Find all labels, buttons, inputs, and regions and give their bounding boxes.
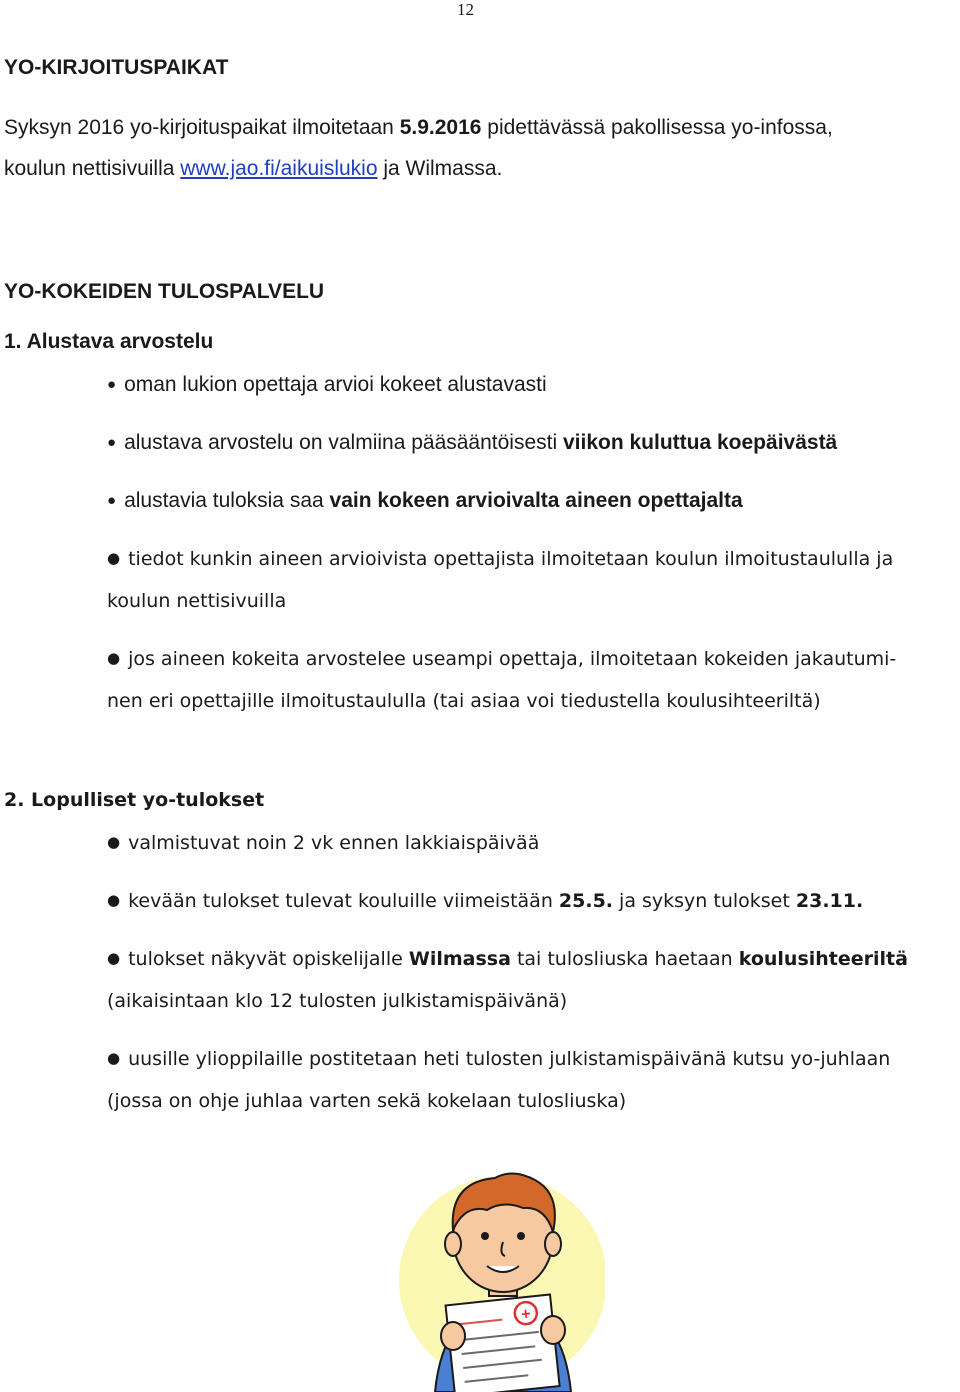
bullet-item <box>107 1048 890 1070</box>
bullet-item <box>107 648 896 670</box>
text: ja syksyn tulokset <box>613 890 796 912</box>
text: koulun nettisivuilla <box>4 157 181 180</box>
bullet-icon: ● <box>107 949 121 967</box>
grade-mark: + <box>520 1305 532 1324</box>
bullet-item <box>107 373 547 397</box>
text: kevään tulokset tulevat kouluille viimeistään <box>128 890 559 912</box>
eye <box>481 1232 489 1240</box>
text: Syksyn 2016 yo-kirjoituspaikat ilmoitetaan <box>4 116 400 139</box>
ear <box>445 1232 461 1256</box>
hand <box>441 1322 465 1350</box>
website-link[interactable]: www.jao.fi/aikuislukio <box>180 157 378 180</box>
section-title-kirjoituspaikat: YO-KIRJOITUSPAIKAT <box>4 56 229 79</box>
eye <box>517 1232 525 1240</box>
bullet-item <box>107 948 908 970</box>
bullet-item-continuation: nen eri opettajille ilmoitustaululla (tai asiaa voi tiedustella koulusihteeriltä) <box>107 690 821 712</box>
text: tiedot kunkin aineen arvioivista opettajista ilmoitetaan koulun ilmoitustaululla ja <box>128 548 894 570</box>
text: jos aineen kokeita arvostelee useampi opettaja, ilmoitetaan kokeiden jakautumi- <box>128 648 897 670</box>
bullet-icon: ● <box>107 549 121 567</box>
ear <box>545 1232 561 1256</box>
text: alustava arvostelu on valmiina pääsääntöisesti <box>124 431 563 454</box>
bullet-item-continuation: koulun nettisivuilla <box>107 590 287 612</box>
bullet-item-continuation: (aikaisintaan klo 12 tulosten julkistamispäivänä) <box>107 990 568 1012</box>
text: valmistuvat noin 2 vk ennen lakkiaispäivää <box>128 832 540 854</box>
paragraph-line-1 <box>4 116 833 140</box>
bullet-item <box>107 890 863 912</box>
bullet-icon: ● <box>107 492 117 509</box>
bullet-item <box>107 431 837 455</box>
bullet-icon: ● <box>107 376 117 393</box>
text: ja Wilmassa. <box>377 157 503 180</box>
page-number: 12 <box>457 0 474 19</box>
text: oman lukion opettaja arvioi kokeet alustavasti <box>124 373 547 396</box>
bullet-item-continuation: (jossa on ohje juhlaa varten sekä kokelaan tulosliuska) <box>107 1090 627 1112</box>
bullet-icon: ● <box>107 891 121 909</box>
subheading-alustava: 1. Alustava arvostelu <box>4 330 214 353</box>
subheading-lopulliset: 2. Lopulliset yo-tulokset <box>4 789 265 811</box>
text-bold: viikon kuluttua koepäivästä <box>562 431 838 454</box>
paragraph-line-2 <box>4 157 502 181</box>
text: pidettävässä pakollisessa yo-infossa, <box>481 116 833 139</box>
student-with-paper-icon <box>395 1160 605 1392</box>
text-bold: vain kokeen arvioivalta aineen opettajalta <box>329 489 743 512</box>
text-bold: koulusihteeriltä <box>738 948 908 970</box>
bullet-icon: ● <box>107 434 117 451</box>
date-bold: 5.9.2016 <box>399 116 482 139</box>
bullet-item <box>107 489 743 513</box>
text: alustavia tuloksia saa <box>124 489 330 512</box>
text-bold: Wilmassa <box>408 948 511 970</box>
date-bold: 25.5. <box>558 890 614 912</box>
bullet-icon: ● <box>107 833 121 851</box>
hand <box>541 1316 565 1344</box>
date-bold: 23.11. <box>795 890 864 912</box>
text: uusille ylioppilaille postitetaan heti tulosten julkistamispäivänä kutsu yo-juhlaan <box>128 1048 891 1070</box>
text: tai tulosliuska haetaan <box>510 948 739 970</box>
bullet-item <box>107 548 893 570</box>
bullet-icon: ● <box>107 1049 121 1067</box>
bullet-icon: ● <box>107 649 121 667</box>
bullet-item <box>107 832 539 854</box>
section-title-tulospalvelu: YO-KOKEIDEN TULOSPALVELU <box>4 280 325 303</box>
text: tulokset näkyvät opiskelijalle <box>128 948 409 970</box>
